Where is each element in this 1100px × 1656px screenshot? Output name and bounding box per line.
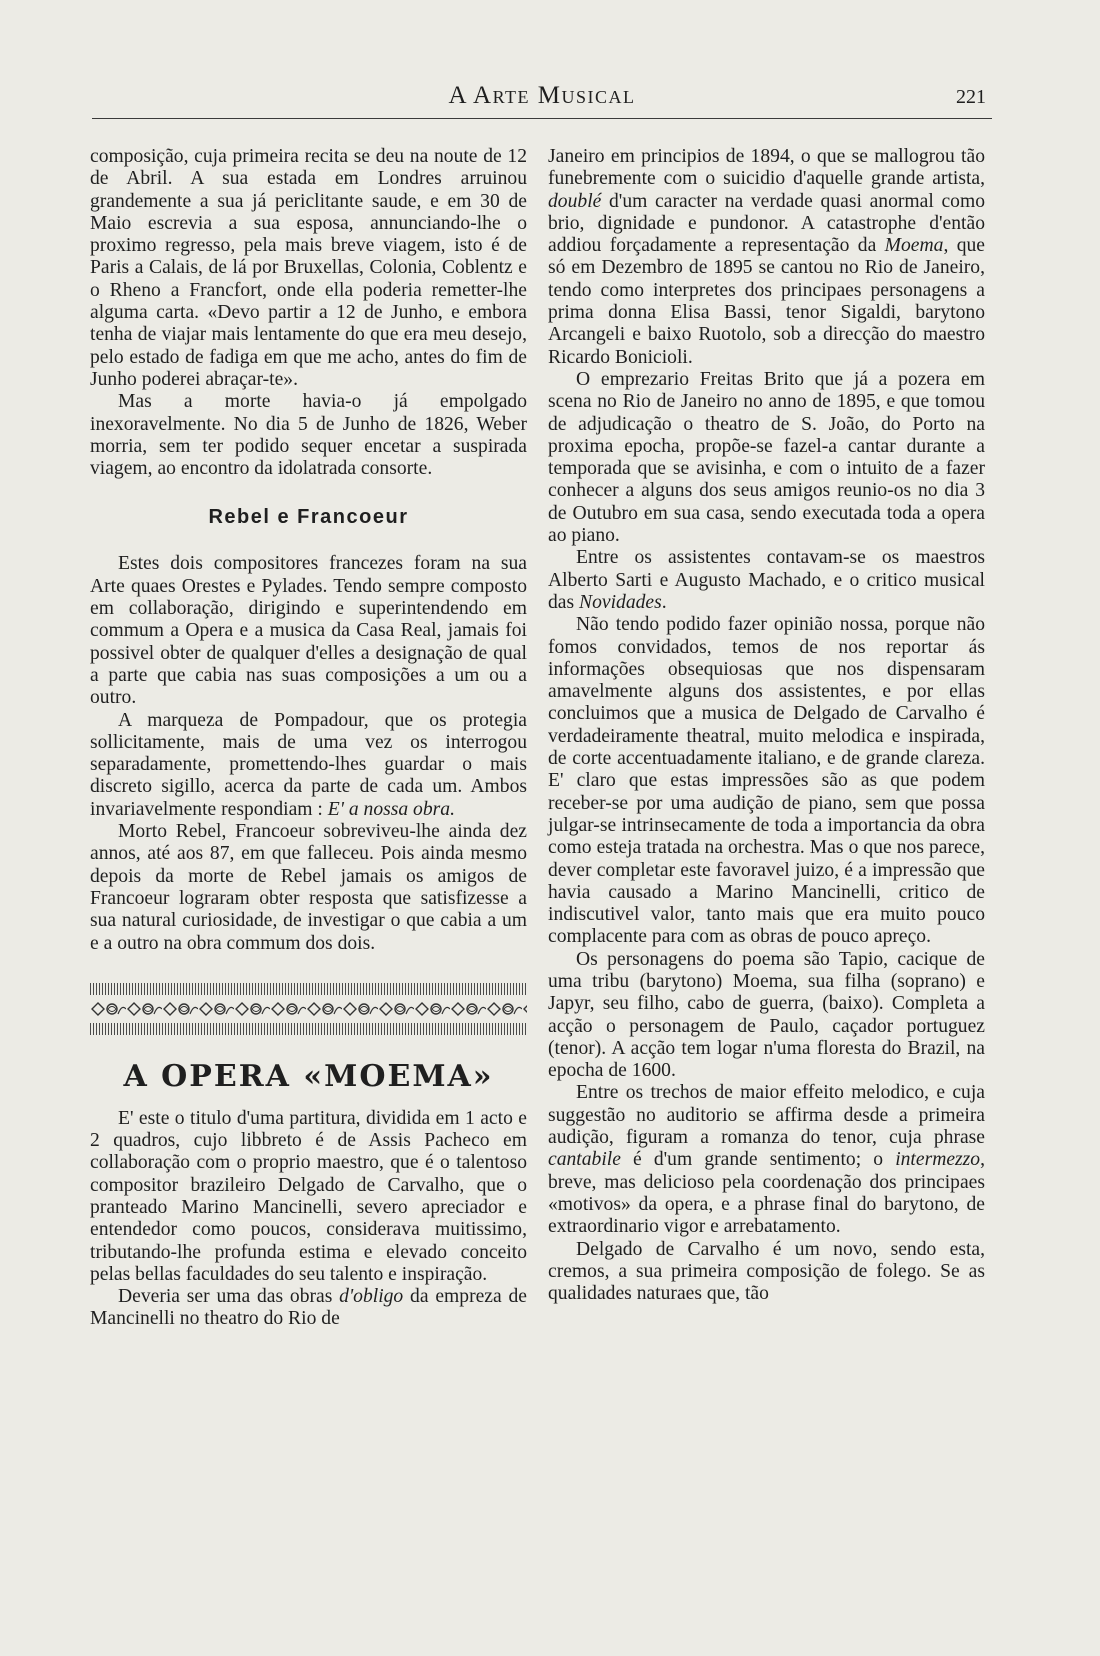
left-column: [90, 146, 527, 1331]
paragraph-text: é d'um grande sentimento; o: [620, 1149, 896, 1171]
paragraph: [548, 547, 985, 614]
decorative-ornament: [90, 983, 527, 1035]
paragraph-text: Entre os assistentes contavam-se os maestros Alberto Sarti e Augusto Machado, e o critico musical das: [548, 547, 985, 613]
paragraph: Morto Rebel, Francoeur sobreviveu-lhe ainda dez annos, até aos 87, em que falleceu. Pois ainda mesmo depois da morte de Rebel jamais os amigos de Francoeur lograram obter resposta que satisfizesse a sua natural curiosidade, de investigar o que cabia a um e a outro na obra commum dos dois.: [90, 821, 527, 954]
italic-term: Novidades: [579, 591, 662, 613]
paragraph: E' este o titulo d'uma partitura, dividida em 1 acto e 2 quadros, cujo libbreto é de Assis Pacheco em collaboração com o proprio maestro, que é o talentoso compositor brazileiro Delgado de Carvalho, que o pranteado Marino Mancinelli, severo apreciador e entendedor como poucos, considerava muitissimo, tributando-lhe profunda estima e elevado conceito pelas bellas faculdades do seu talento e inspiração.: [90, 1107, 527, 1285]
quote-emphasis: E' a nossa obra.: [327, 798, 455, 820]
paragraph-text: .: [661, 591, 667, 613]
italic-term: cantabile: [548, 1149, 621, 1171]
paragraph: [90, 710, 527, 821]
ornament-band: [90, 998, 527, 1020]
paragraph-text: da empreza de Mancinelli no theatro do Rio de: [90, 1286, 527, 1330]
paragraph: Estes dois compositores francezes foram na sua Arte quaes Orestes e Pylades. Tendo sempre composto em collaboração, dirigindo e superintendendo em commum a Opera e a musica da Casa Real, jamais foi possivel obter de qualquer d'elles a designação de qual a parte que cabia nas suas composições a um ou a outro.: [90, 553, 527, 709]
paragraph: [548, 146, 985, 369]
paragraph: Os personagens do poema são Tapio, cacique de uma tribu (barytono) Moema, sua filha (soprano) e Japyr, seu filho, cabo de guerra, (baixo). Completa a acção o personagem de Paulo, caçador portuguez (tenor). A acção tem logar n'uma floresta do Brazil, na epocha de 1600.: [548, 948, 985, 1082]
hatch-rule: [90, 1023, 527, 1035]
italic-term: d'obligo: [339, 1286, 404, 1308]
paragraph: [548, 1082, 985, 1238]
paragraph: [90, 1286, 527, 1331]
hatch-rule: [90, 983, 527, 995]
section-heading: Rebel e Francoeur: [208, 506, 409, 529]
paragraph: O emprezario Freitas Brito que já a pozera em scena no Rio de Janeiro no anno de 1895, e que tomou de adjudicação o theatro de S. João, do Porto na proxima epocha, propõe-se fazel-a cantar durante a temporada que se avisinha, e com o intuito de a fazer conhecer a alguns dos seus amigos reunio-os no dia 3 de Outubro em sua casa, sendo executada toda a opera ao piano.: [548, 368, 985, 547]
italic-term: doublé: [548, 190, 602, 212]
paragraph: Delgado de Carvalho é um novo, sendo esta, cremos, a sua primeira composição de folego. Se as qualidades naturaes que, tão: [548, 1238, 985, 1305]
paragraph-text: A marqueza de Pompadour, que os protegia sollicitamente, mais de uma vez os interrogou separadamente, promettendo-lhes guardar o mais discreto sigillo, acerca da parte de cada um. Ambos invariavelmente respondiam :: [90, 709, 527, 820]
paragraph-text: , que só em Dezembro de 1895 se cantou no Rio de Janeiro, tendo como interpretes dos principaes personagens a prima donna Elisa Bassi, tenor Sigaldi, barytono Arcangeli e baixo Ruotolo, sob a direcção do maestro Ricardo Bonicioli.: [548, 235, 985, 368]
right-column: [548, 146, 985, 1305]
paragraph: Não tendo podido fazer opinião nossa, porque não fomos convidados, temos de nos reportar ás informações obsequiosas que nos dispensaram amavelmente alguns dos assistentes, e por ellas concluimos que a musica de Delgado de Carvalho é verdadeiramente theatral, muito melodica e inspirada, de corte accentuadamente italiano, e de grande clareza. E' claro que estas impressões são as que podem receber-se por uma audição de piano, sem que possa julgar-se intrinsecamente de toda a importancia da obra como esteja tratada na orchestra. Mas o que nos parece, dever completar este favoravel juizo, é a impressão que havia causado a Marino Mancinelli, critico de indiscutivel valor, tanto mais que era muito pouco complacente para com as obras de pouco apreço.: [548, 614, 985, 948]
paragraph-text: d'um caracter na verdade quasi anormal como brio, dignidade e pundonor. A catastrophe d'então addiou forçadamente a representação da: [548, 190, 985, 257]
italic-term: intermezzo: [895, 1149, 981, 1171]
running-title: A Arte Musical: [448, 82, 636, 109]
article-title: A OPERA «MOEMA»: [123, 1058, 494, 1094]
page-number: 221: [956, 86, 986, 108]
paragraph-text: Entre os trechos de maior effeito melodico, e cuja suggestão no auditorio se affirma desde a primeira audição, figuram a romanza do tenor, cuja phrase: [548, 1082, 985, 1149]
paragraph: composição, cuja primeira recita se deu na noute de 12 de Abril. A sua estada em Londres arruinou grandemente a sua já periclitante saude, e em 30 de Maio escrevia a sua esposa, annunciando-lhe o proximo regresso, pela mais breve viagem, isto é de Paris a Calais, de lá por Bruxellas, Colonia, Coblentz e o Rheno a Francfort, onde ella poderia remetter-lhe alguma carta. «Devo partir a 12 de Junho, e embora tenha de viajar mais lentamente do que era meu desejo, pelo estado de fadiga em que me acho, antes do fim de Junho poderei abraçar-te».: [90, 146, 527, 390]
paragraph-text: , breve, mas delicioso pela coordenação dos principaes «motivos» da opera, e a phrase final do barytono, de extraordinario vigor e arrebatamento.: [548, 1149, 985, 1238]
paragraph-text: Janeiro em principios de 1894, o que se mallogrou tão funebremente com o suicidio d'aquelle grande artista,: [548, 146, 985, 190]
paragraph: Mas a morte havia-o já empolgado inexoravelmente. No dia 5 de Junho de 1826, Weber morria, sem ter podido sequer encetar a suspirada viagem, ao encontro da idolatrada consorte.: [90, 391, 527, 480]
italic-term: Moema: [884, 235, 944, 257]
running-head: [92, 78, 992, 119]
ornament-band-icon: [90, 998, 527, 1020]
paragraph-text: Deveria ser uma das obras: [118, 1286, 340, 1308]
